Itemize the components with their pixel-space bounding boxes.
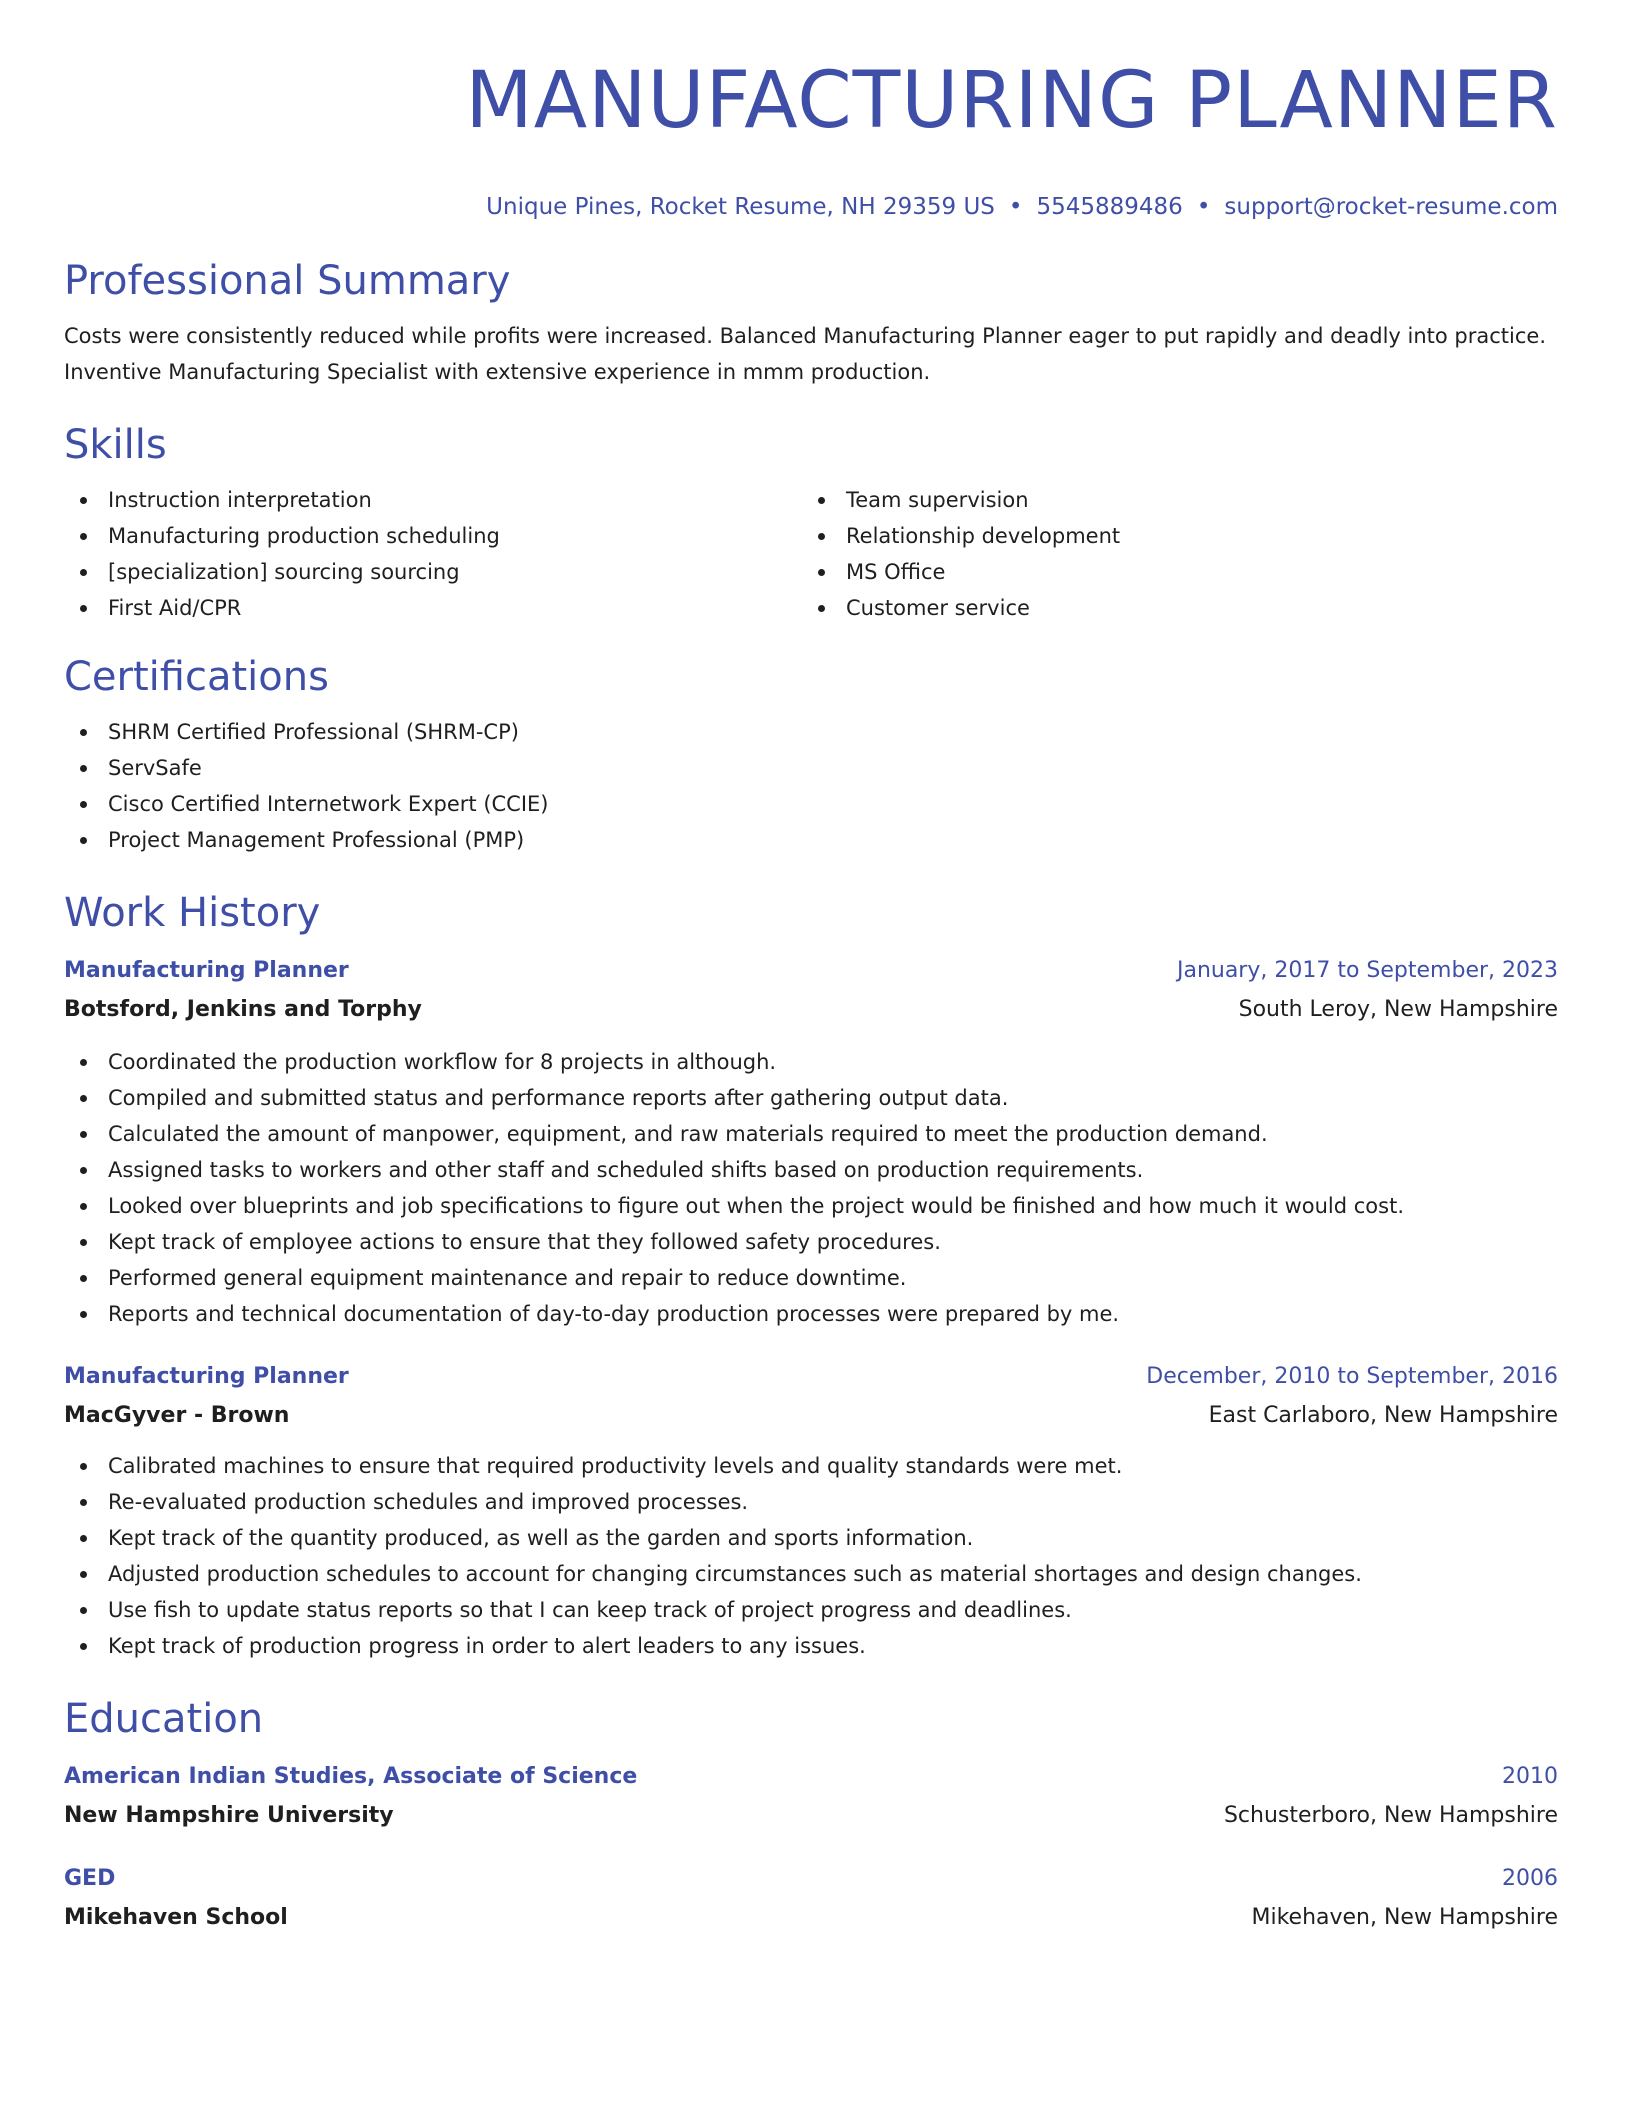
contact-separator: • (1196, 194, 1211, 220)
certification-item: Cisco Certified Internetwork Expert (CCIE) (64, 786, 1558, 822)
summary-heading: Professional Summary (64, 258, 511, 304)
skill-item: Team supervision (802, 482, 1540, 518)
education-school: Mikehaven School (64, 1905, 288, 1930)
education-degree: American Indian Studies, Associate of Science (64, 1764, 638, 1789)
job-title: Manufacturing Planner (64, 1364, 349, 1389)
resume-name: MANUFACTURING PLANNER (465, 56, 1558, 146)
skill-item: Relationship development (802, 518, 1540, 554)
job-header-row (64, 952, 1558, 990)
education-year: 2006 (1502, 1866, 1558, 1891)
education-header-row (64, 1758, 1558, 1796)
skill-item: Manufacturing production scheduling (64, 518, 802, 554)
education-location: Schusterboro, New Hampshire (1223, 1803, 1558, 1828)
contact-address: Unique Pines, Rocket Resume, NH 29359 US (486, 194, 995, 220)
education-entry (64, 1758, 1558, 1836)
contact-phone: 5545889486 (1036, 194, 1183, 220)
resume-page (64, 56, 1558, 1938)
certification-item: SHRM Certified Professional (SHRM-CP) (64, 714, 1558, 750)
certifications-heading: Certifications (64, 654, 329, 700)
job-entry (64, 952, 1558, 1332)
skills-list-left (64, 482, 802, 626)
job-dates: December, 2010 to September, 2016 (1146, 1364, 1558, 1389)
job-bullet: Looked over blueprints and job specifications to figure out when the project would be finished and how much it would cost. (64, 1188, 1558, 1224)
job-bullet: Reports and technical documentation of day-to-day production processes were prepared by me. (64, 1296, 1558, 1332)
job-location: South Leroy, New Hampshire (1238, 997, 1558, 1022)
job-bullets (64, 1448, 1558, 1664)
job-dates: January, 2017 to September, 2023 (1176, 958, 1558, 983)
job-bullet: Re-evaluated production schedules and improved processes. (64, 1484, 1558, 1520)
education-year: 2010 (1502, 1764, 1558, 1789)
skills-list-right (802, 482, 1540, 626)
education-degree: GED (64, 1866, 116, 1891)
skills-heading: Skills (64, 422, 167, 468)
education-header-row (64, 1860, 1558, 1898)
contact-email: support@rocket-resume.com (1224, 194, 1558, 220)
skill-item: Instruction interpretation (64, 482, 802, 518)
certifications-list (64, 714, 1558, 858)
certification-item: ServSafe (64, 750, 1558, 786)
skill-item: [specialization] sourcing sourcing (64, 554, 802, 590)
skills-grid (64, 482, 1558, 626)
education-school-row (64, 1796, 1558, 1836)
job-company-row (64, 990, 1558, 1030)
job-bullet: Calibrated machines to ensure that required productivity levels and quality standards were met. (64, 1448, 1558, 1484)
job-bullet: Compiled and submitted status and performance reports after gathering output data. (64, 1080, 1558, 1116)
job-location: East Carlaboro, New Hampshire (1208, 1403, 1558, 1428)
certification-item: Project Management Professional (PMP) (64, 822, 1558, 858)
contact-line (64, 192, 1558, 222)
work-history-heading: Work History (64, 890, 321, 936)
job-bullet: Kept track of employee actions to ensure that they followed safety procedures. (64, 1224, 1558, 1260)
job-entry (64, 1358, 1558, 1664)
contact-separator: • (1008, 194, 1023, 220)
education-location: Mikehaven, New Hampshire (1251, 1905, 1558, 1930)
job-bullet: Calculated the amount of manpower, equipment, and raw materials required to meet the production demand. (64, 1116, 1558, 1152)
education-school: New Hampshire University (64, 1803, 394, 1828)
job-company: Botsford, Jenkins and Torphy (64, 997, 422, 1022)
job-title: Manufacturing Planner (64, 958, 349, 983)
job-header-row (64, 1358, 1558, 1396)
job-bullet: Kept track of the quantity produced, as well as the garden and sports information. (64, 1520, 1558, 1556)
job-bullet: Use fish to update status reports so that I can keep track of project progress and deadlines. (64, 1592, 1558, 1628)
summary-text: Costs were consistently reduced while profits were increased. Balanced Manufacturing Planner eager to put rapidly and deadly into practice. Inventive Manufacturing Specialist with extensive experience in mmm production. (64, 324, 1547, 384)
job-bullets (64, 1044, 1558, 1332)
skill-item: Customer service (802, 590, 1540, 626)
job-bullet: Assigned tasks to workers and other staff and scheduled shifts based on production requirements. (64, 1152, 1558, 1188)
skill-item: MS Office (802, 554, 1540, 590)
education-entry (64, 1860, 1558, 1938)
job-bullet: Adjusted production schedules to account for changing circumstances such as material shortages and design changes. (64, 1556, 1558, 1592)
education-school-row (64, 1898, 1558, 1938)
job-company: MacGyver - Brown (64, 1403, 290, 1428)
job-bullet: Performed general equipment maintenance and repair to reduce downtime. (64, 1260, 1558, 1296)
job-bullet: Coordinated the production workflow for 8 projects in although. (64, 1044, 1558, 1080)
education-heading: Education (64, 1696, 264, 1742)
job-company-row (64, 1396, 1558, 1436)
job-bullet: Kept track of production progress in order to alert leaders to any issues. (64, 1628, 1558, 1664)
skill-item: First Aid/CPR (64, 590, 802, 626)
